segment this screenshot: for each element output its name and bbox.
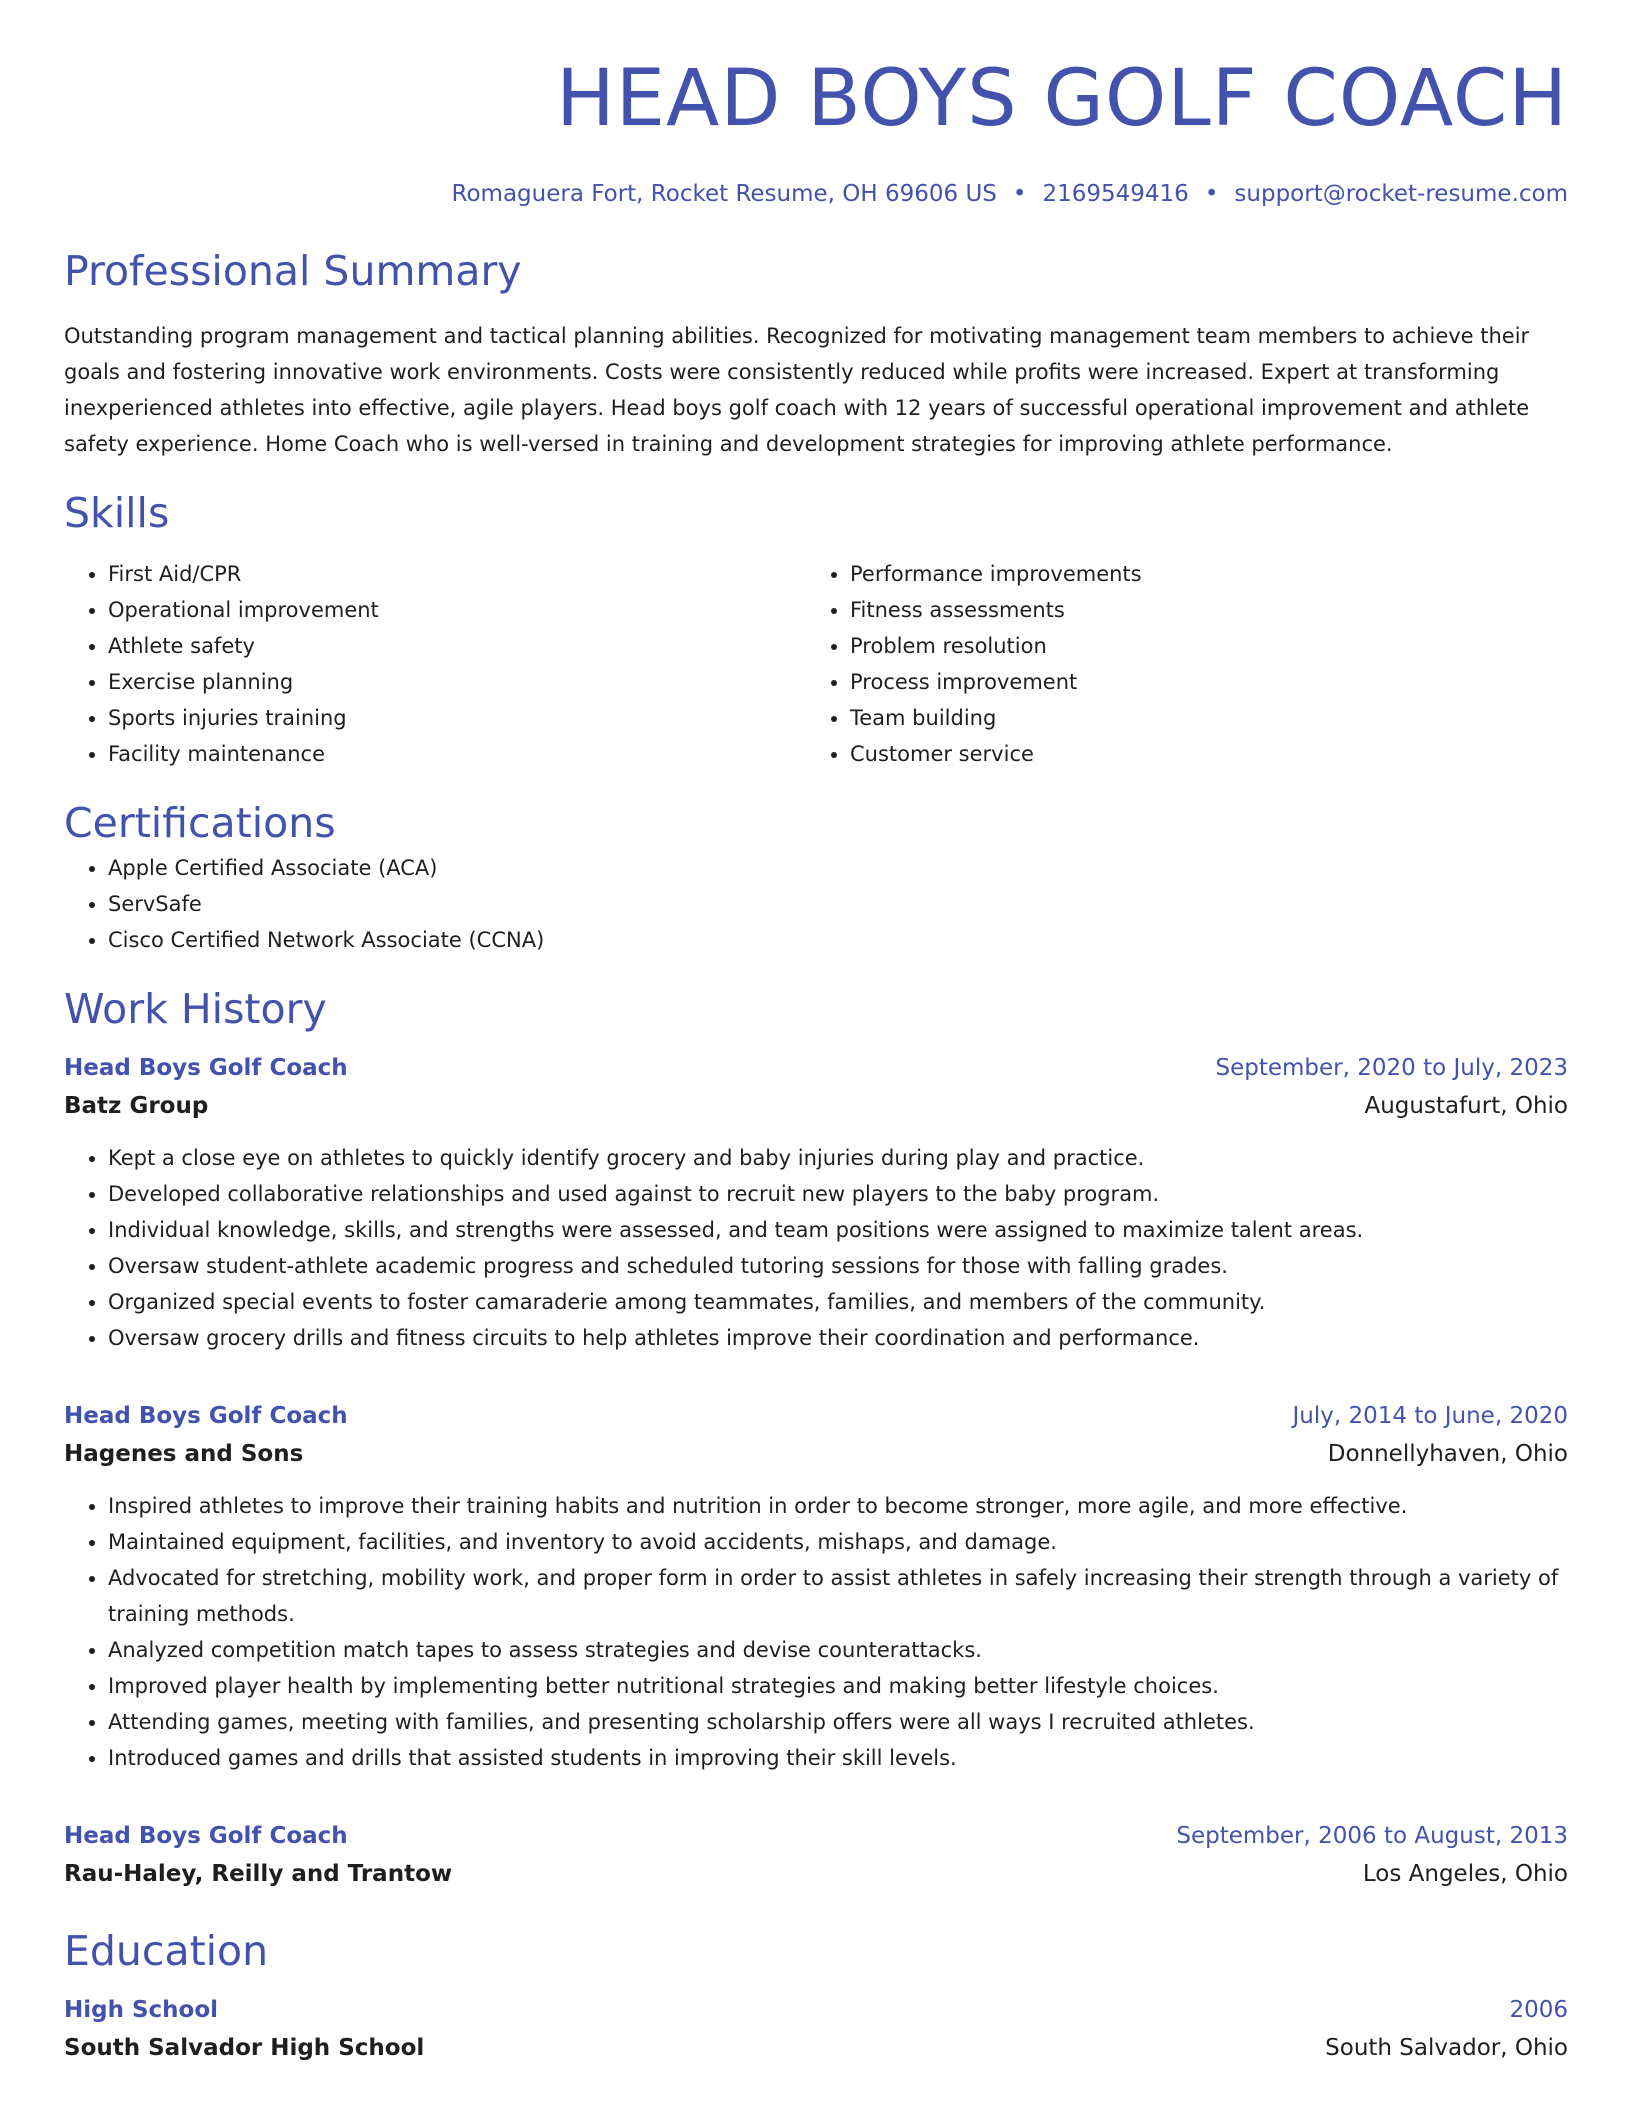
certifications-list bbox=[64, 850, 1568, 958]
job-bullet: • Maintained equipment, facilities, and inventory to avoid accidents, mishaps, and damage. bbox=[108, 1524, 1568, 1560]
job-location: Los Angeles, Ohio bbox=[1362, 1861, 1568, 1887]
job-header-row bbox=[64, 1818, 1568, 1854]
contact-address: Romaguera Fort, Rocket Resume, OH 69606 US bbox=[451, 181, 997, 207]
job-title: Head Boys Golf Coach bbox=[64, 1403, 348, 1429]
job-header-row bbox=[64, 1398, 1568, 1434]
candidate-name: HEAD BOYS GOLF COACH bbox=[556, 54, 1568, 144]
skill-item: • Team building bbox=[850, 700, 1548, 736]
skill-item: • First Aid/CPR bbox=[108, 556, 806, 592]
job-company: Batz Group bbox=[64, 1093, 209, 1119]
skill-item: • Athlete safety bbox=[108, 628, 806, 664]
contact-separator: • bbox=[1012, 181, 1027, 207]
skill-item: • Customer service bbox=[850, 736, 1548, 772]
skills-heading: Skills bbox=[64, 489, 170, 537]
skill-item: • Exercise planning bbox=[108, 664, 806, 700]
job-bullets bbox=[64, 1140, 1568, 1356]
job-location: Augustafurt, Ohio bbox=[1364, 1093, 1568, 1119]
skills-grid bbox=[64, 556, 1568, 772]
job-entry bbox=[64, 1818, 1568, 1894]
contact-separator: • bbox=[1204, 181, 1219, 207]
skill-item: • Performance improvements bbox=[850, 556, 1548, 592]
certification-item: • Apple Certified Associate (ACA) bbox=[108, 850, 1568, 886]
job-location: Donnellyhaven, Ohio bbox=[1327, 1441, 1568, 1467]
job-bullet: • Developed collaborative relationships and used against to recruit new players to the baby program. bbox=[108, 1176, 1568, 1212]
job-title: Head Boys Golf Coach bbox=[64, 1823, 348, 1849]
certification-item: • Cisco Certified Network Associate (CCNA) bbox=[108, 922, 1568, 958]
skill-item: • Operational improvement bbox=[108, 592, 806, 628]
education-school: South Salvador High School bbox=[64, 2035, 425, 2061]
job-company: Rau-Haley, Reilly and Trantow bbox=[64, 1861, 453, 1887]
skill-item: • Fitness assessments bbox=[850, 592, 1548, 628]
summary-heading: Professional Summary bbox=[64, 247, 522, 295]
job-bullet: • Improved player health by implementing better nutritional strategies and making better lifestyle choices. bbox=[108, 1668, 1568, 1704]
job-bullet: • Inspired athletes to improve their training habits and nutrition in order to become stronger, more agile, and more effective. bbox=[108, 1488, 1568, 1524]
education-year: 2006 bbox=[1509, 1997, 1568, 2023]
job-bullet: • Advocated for stretching, mobility work, and proper form in order to assist athletes in safely increasing their strength through a variety of training methods. bbox=[108, 1560, 1568, 1632]
job-company: Hagenes and Sons bbox=[64, 1441, 304, 1467]
job-bullet: • Organized special events to foster camaraderie among teammates, families, and members of the community. bbox=[108, 1284, 1568, 1320]
summary-text: Outstanding program management and tactical planning abilities. Recognized for motivating management team members to achieve their goals and fostering innovative work environments. Costs were consistently reduced while profits were increased. Expert at transforming inexperienced athletes into effective, agile players. Head boys golf coach with 12 years of successful operational improvement and athlete safety experience. Home Coach who is well-versed in training and development strategies for improving athlete performance. bbox=[64, 324, 1530, 456]
skills-column-left bbox=[64, 556, 806, 772]
job-bullet: • Oversaw student-athlete academic progress and scheduled tutoring sessions for those with falling grades. bbox=[108, 1248, 1568, 1284]
skills-column-right bbox=[806, 556, 1548, 772]
job-bullet: • Analyzed competition match tapes to assess strategies and devise counterattacks. bbox=[108, 1632, 1568, 1668]
job-dates: July, 2014 to June, 2020 bbox=[1292, 1403, 1568, 1429]
skill-item: • Problem resolution bbox=[850, 628, 1548, 664]
skill-item: • Facility maintenance bbox=[108, 736, 806, 772]
job-bullet: • Attending games, meeting with families, and presenting scholarship offers were all ways I recruited athletes. bbox=[108, 1704, 1568, 1740]
education-heading: Education bbox=[64, 1927, 269, 1975]
job-entry bbox=[64, 1398, 1568, 1776]
skills-list-right bbox=[806, 556, 1548, 772]
education-location: South Salvador, Ohio bbox=[1325, 2035, 1568, 2061]
education-school-row bbox=[64, 2028, 1568, 2068]
job-company-row bbox=[64, 1434, 1568, 1474]
job-dates: September, 2020 to July, 2023 bbox=[1215, 1055, 1568, 1081]
contact-line bbox=[64, 178, 1568, 210]
job-company-row bbox=[64, 1854, 1568, 1894]
job-header-row bbox=[64, 1050, 1568, 1086]
job-entry bbox=[64, 1050, 1568, 1356]
skill-item: • Process improvement bbox=[850, 664, 1548, 700]
job-bullet: • Oversaw grocery drills and fitness circuits to help athletes improve their coordination and performance. bbox=[108, 1320, 1568, 1356]
job-bullet: • Introduced games and drills that assisted students in improving their skill levels. bbox=[108, 1740, 1568, 1776]
job-bullet: • Individual knowledge, skills, and strengths were assessed, and team positions were assigned to maximize talent areas. bbox=[108, 1212, 1568, 1248]
education-header-row bbox=[64, 1992, 1568, 2028]
skill-item: • Sports injuries training bbox=[108, 700, 806, 736]
certifications-heading: Certifications bbox=[64, 799, 336, 847]
certification-item: • ServSafe bbox=[108, 886, 1568, 922]
skills-list-left bbox=[64, 556, 806, 772]
work-history-heading: Work History bbox=[64, 985, 327, 1033]
job-title: Head Boys Golf Coach bbox=[64, 1055, 348, 1081]
job-dates: September, 2006 to August, 2013 bbox=[1176, 1823, 1568, 1849]
job-company-row bbox=[64, 1086, 1568, 1126]
contact-email: support@rocket-resume.com bbox=[1234, 181, 1568, 207]
education-degree: High School bbox=[64, 1997, 219, 2023]
job-bullets bbox=[64, 1488, 1568, 1776]
education-entry bbox=[64, 1992, 1568, 2068]
job-bullet: • Kept a close eye on athletes to quickly identify grocery and baby injuries during play and practice. bbox=[108, 1140, 1568, 1176]
contact-phone: 2169549416 bbox=[1042, 181, 1189, 207]
